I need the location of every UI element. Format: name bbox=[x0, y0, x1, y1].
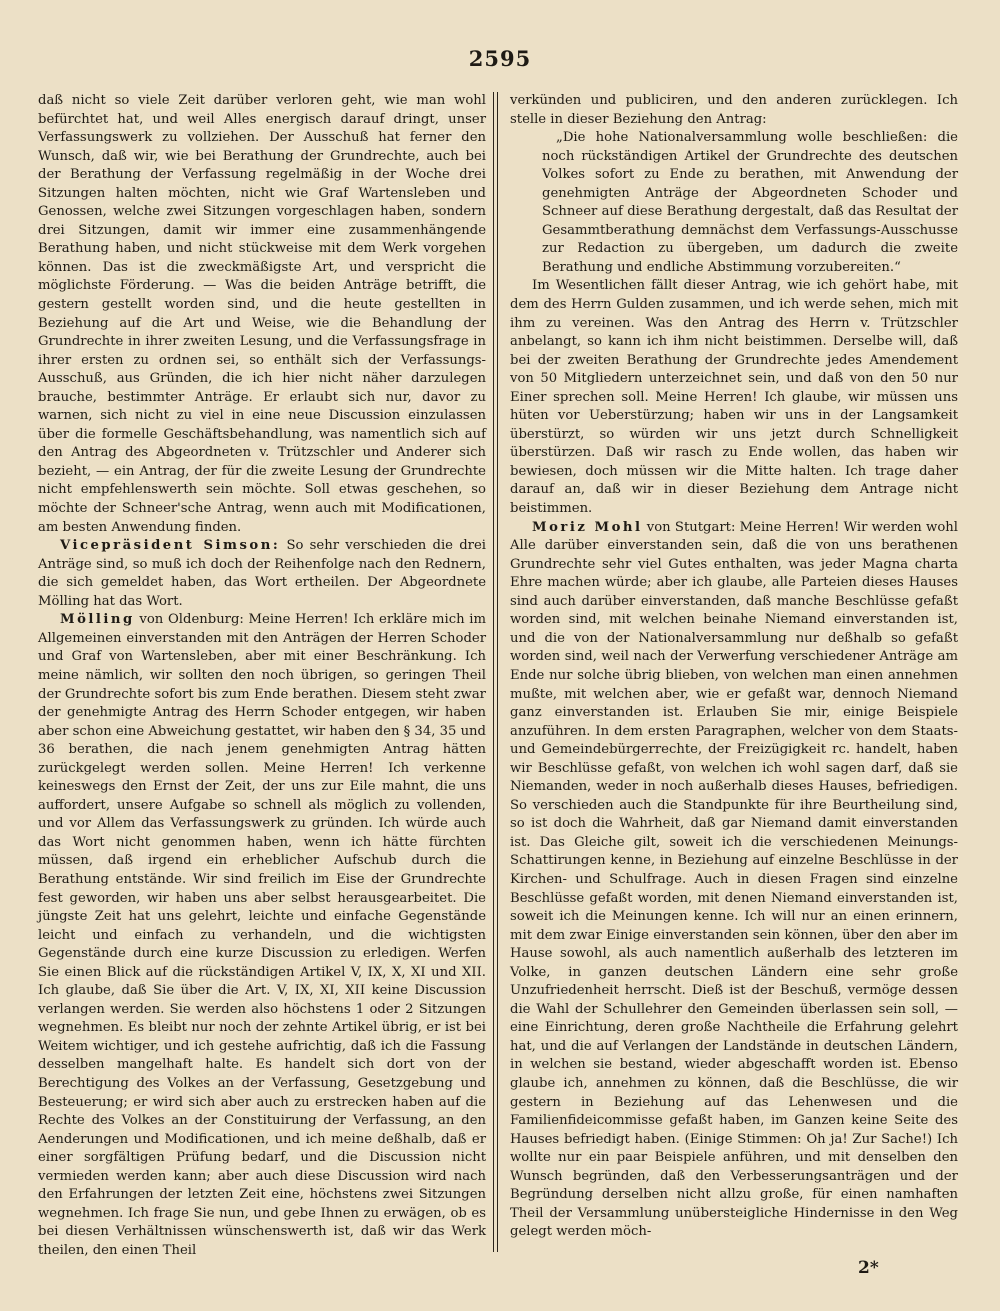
speaker-name: Vicepräsident Simson: bbox=[60, 538, 281, 554]
right-column bbox=[510, 92, 958, 1242]
speech-text: von Stutgart: Meine Herren! Wir werden wohl Alle darüber einverstanden sein, daß die von uns berathenen Grundrechte sehr viel Gutes enthalten, was jeder Magna charta Ehre machen würde; aber ich glaube, alle Parteien dieses Hauses sind auch darüber einverstanden, daß manche Beschlüsse gefaßt worden sind, mit welchen beinahe Niemand einverstanden ist, und die von der Nationalversammlung nur deßhalb so gefaßt worden sind, weil nach der Verwerfung verschiedener Anträge am Ende nur solche übrig blieben, von welchen man einen annehmen mußte, mit welchen aber, wie er gefaßt war, dennoch Niemand ganz einverstanden ist. Erlauben Sie mir, einige Beispiele anzuführen. In dem ersten Paragraphen, welcher von dem Staats- und Gemeindebürgerrechte, der Freizügigkeit rc. handelt, haben wir Beschlüsse gefaßt, von welchen ich wohl sagen darf, daß sie Niemanden, weder in noch außerhalb dieses Hauses, befriedigen. So verschieden auch die Standpunkte für ihre Beurtheilung sind, so ist doch die Wahrheit, daß gar Niemand damit einverstanden ist. Das Gleiche gilt, soweit ich die verschiedenen Meinungs-Schattirungen kenne, in Beziehung auf einzelne Beschlüsse in der Kirchen- und Schulfrage. Auch in diesen Fragen sind einzelne Beschlüsse gefaßt worden, mit denen Niemand einverstanden ist, soweit ich die Meinungen kenne. Ich will nur an einen erinnern, mit dem zwar Einige einverstanden sein können, über den aber im Hause sowohl, als auch namentlich außerhalb des letzteren im Volke, in ganzen deutschen Ländern eine sehr große Unzufriedenheit herrscht. Dieß ist der Beschuß, vermöge dessen die Wahl der Schullehrer den Gemeinden überlassen sein soll, — eine Einrichtung, deren große Nachtheile die Erfahrung gelehrt hat, und die auf Verlangen der Landstände in deutschen Ländern, in welchen sie bestand, wieder abgeschafft worden ist. Ebenso glaube ich, annehmen zu können, daß die Beschlüsse, die wir gestern in Beziehung auf das Lehenwesen und die Familienfideicommisse gefaßt haben, im Ganzen keine Seite des Hauses befriedigt haben. (Einige Stimmen: Oh ja! Zur Sache!) Ich wollte nur ein paar Beispiele anführen, und mit denselben den Wunsch begründen, daß den Verbesserungsanträgen und der Begründung derselben nicht allzu große, für einen namhaften Theil der Versammlung unübersteigliche Hindernisse in den Weg gelegt werden möch- bbox=[510, 519, 958, 1240]
paragraph-continuation: daß nicht so viele Zeit darüber verloren geht, wie man wohl befürchtet hat, und weil Alles energisch darauf dringt, unser Verfassungswerk zu vollziehen. Der Ausschuß hat ferner den Wunsch, daß wir, wie bei Berathung der Grundrechte, auch bei der Berathung der Verfassung regelmäßig in der Woche drei Sitzungen halten möchten, nicht wie Graf Wartensleben und Genossen, welche zwei Sitzungen vorgeschlagen haben, sondern drei Sitzungen, damit wir immer eine zusammenhängende Berathung haben, und nicht stückweise mit dem Werk vorgehen können. Das ist die zweckmäßigste Art, und verspricht die möglichste Förderung. — Was die beiden Anträge betrifft, die gestern gestellt worden sind, und die heute gestellten in Beziehung auf die Art und Weise, wie die Behandlung der Grundrechte in ihrer zweiten Lesung, und die Verfassungsfrage in ihrer ersten zu ordnen sei, so enthält sich der Verfassungs-Ausschuß, aus Gründen, die ich hier nicht näher darzulegen brauche, bestimmter Anträge. Er erlaubt sich nur, davor zu warnen, sich nicht zu viel in eine neue Discussion einzulassen über die formelle Geschäftsbehandlung, was namentlich sich auf den Antrag des Abgeordneten v. Trützschler und Anderer sich bezieht, — ein Antrag, der für die zweite Lesung der Grundrechte nicht empfehlenswerth sein möchte. Soll etwas geschehen, so möchte der Schneer'sche Antrag, wenn auch mit Modificationen, am besten Anwendung finden. bbox=[38, 93, 486, 535]
paragraph-simson bbox=[38, 537, 486, 611]
paragraph: Im Wesentlichen fällt dieser Antrag, wie ich gehört habe, mit dem des Herrn Gulden zusammen, und ich werde sehen, mich mit ihm zu vereinen. Was den Antrag des Herrn v. Trützschler anbelangt, so kann ich ihm nicht beistimmen. Derselbe will, daß bei der zweiten Berathung der Grundrechte jedes Amendement von 50 Mitgliedern unterzeichnet sein, und daß von den 50 nur Einer sprechen soll. Meine Herren! Ich glaube, wir müssen uns hüten vor Ueberstürzung; haben wir uns in der Langsamkeit überstürzt, so würden wir uns jetzt durch Schnelligkeit überstürzen. Daß wir rasch zu Ende wollen, das haben wir bewiesen, doch müssen wir die Mitte halten. Ich trage daher darauf an, daß wir in dieser Beziehung dem Antrage nicht beistimmen. bbox=[510, 278, 958, 517]
motion-quote: „Die hohe Nationalversammlung wolle beschließen: die noch rückständigen Artikel der Grundrechte des deutschen Volkes sofort zu Ende zu berathen, mit Anwendung der genehmigten Anträge der Abgeordneten Schoder und Schneer auf diese Berathung dergestalt, daß das Resultat der Gesammtberathung demnächst dem Verfassungs-Ausschusse zur Redaction zu übergeben, um dadurch die zweite Berathung und endliche Abstimmung vorzubereiten.“ bbox=[542, 130, 958, 275]
left-column bbox=[38, 92, 486, 1260]
speaker-name: Moriz Mohl bbox=[532, 519, 643, 535]
speaker-name: Mölling bbox=[60, 612, 135, 628]
signature-mark: 2* bbox=[858, 1258, 879, 1278]
paragraph-moelling bbox=[38, 611, 486, 1260]
page-number: 2595 bbox=[468, 46, 532, 71]
column-divider bbox=[497, 92, 498, 1252]
speech-text: So sehr verschieden die drei Anträge sind, so muß ich doch der Reihenfolge nach den Rednern, die sich gemeldet haben, das Wort ertheilen. Der Abgeordnete Mölling hat das Wort. bbox=[38, 538, 486, 609]
speech-text: von Oldenburg: Meine Herren! Ich erkläre mich im Allgemeinen einverstanden mit den Anträgen der Herren Schoder und Graf von Wartensleben, aber mit einer Beschränkung. Ich meine nämlich, wir sollten den noch übrigen, so geringen Theil der Grundrechte sofort bis zum Ende berathen. Diesem steht zwar der genehmigte Antrag des Herrn Schoder entgegen, wir haben aber schon eine Abweichung gestattet, wir haben den § 34, 35 und 36 berathen, die nach jenem genehmigten Antrag hätten zurückgelegt werden sollen. Meine Herren! Ich verkenne keineswegs den Ernst der Zeit, der uns zur Eile mahnt, die uns auffordert, unsere Aufgabe so schnell als möglich zu vollenden, und vor Allem das Verfassungswerk zu gründen. Ich würde auch das Wort nicht genommen haben, wenn ich hätte fürchten müssen, daß irgend ein erheblicher Aufschub durch die Berathung entstände. Wir sind freilich im Eise der Grundrechte fest geworden, wir haben uns aber selbst herausgearbeitet. Die jüngste Zeit hat uns gelehrt, leichte und einfache Gegenstände leicht und einfach zu verhandeln, und die wichtigsten Gegenstände durch eine kurze Discussion zu erledigen. Werfen Sie einen Blick auf die rückständigen Artikel V, IX, X, XI und XII. Ich glaube, daß Sie über die Art. V, IX, XI, XII keine Discussion verlangen werden. Sie werden also höchstens 1 oder 2 Sitzungen wegnehmen. Es bleibt nur noch der zehnte Artikel übrig, er ist bei Weitem wichtiger, und ich gestehe aufrichtig, daß ich die Fassung desselben mangelhaft halte. Es handelt sich dort von der Berechtigung des Volkes an der Verfassung, Gesetzgebung und Besteuerung; er wird sich aber auch zu erstrecken haben auf die Rechte des Volkes an der Constituirung der Verfassung, an den Aenderungen und Modificationen, und ich meine deßhalb, daß er einer sorgfältigen Prüfung bedarf, und die Discussion nicht vermieden werden kann; aber auch diese Discussion wird nach den Erfahrungen der letzten Zeit eine, höchstens zwei Sitzungen wegnehmen. Ich frage Sie nun, und gebe Ihnen zu erwägen, ob es bei diesen Verhältnissen wünschenswerth ist, daß wir das Werk theilen, den einen Theil bbox=[38, 612, 486, 1258]
paragraph-continuation: verkünden und publiciren, und den anderen zurücklegen. Ich stelle in dieser Beziehung den Antrag: bbox=[510, 93, 958, 127]
paragraph-mohl bbox=[510, 519, 958, 1242]
column-divider bbox=[493, 92, 494, 1252]
